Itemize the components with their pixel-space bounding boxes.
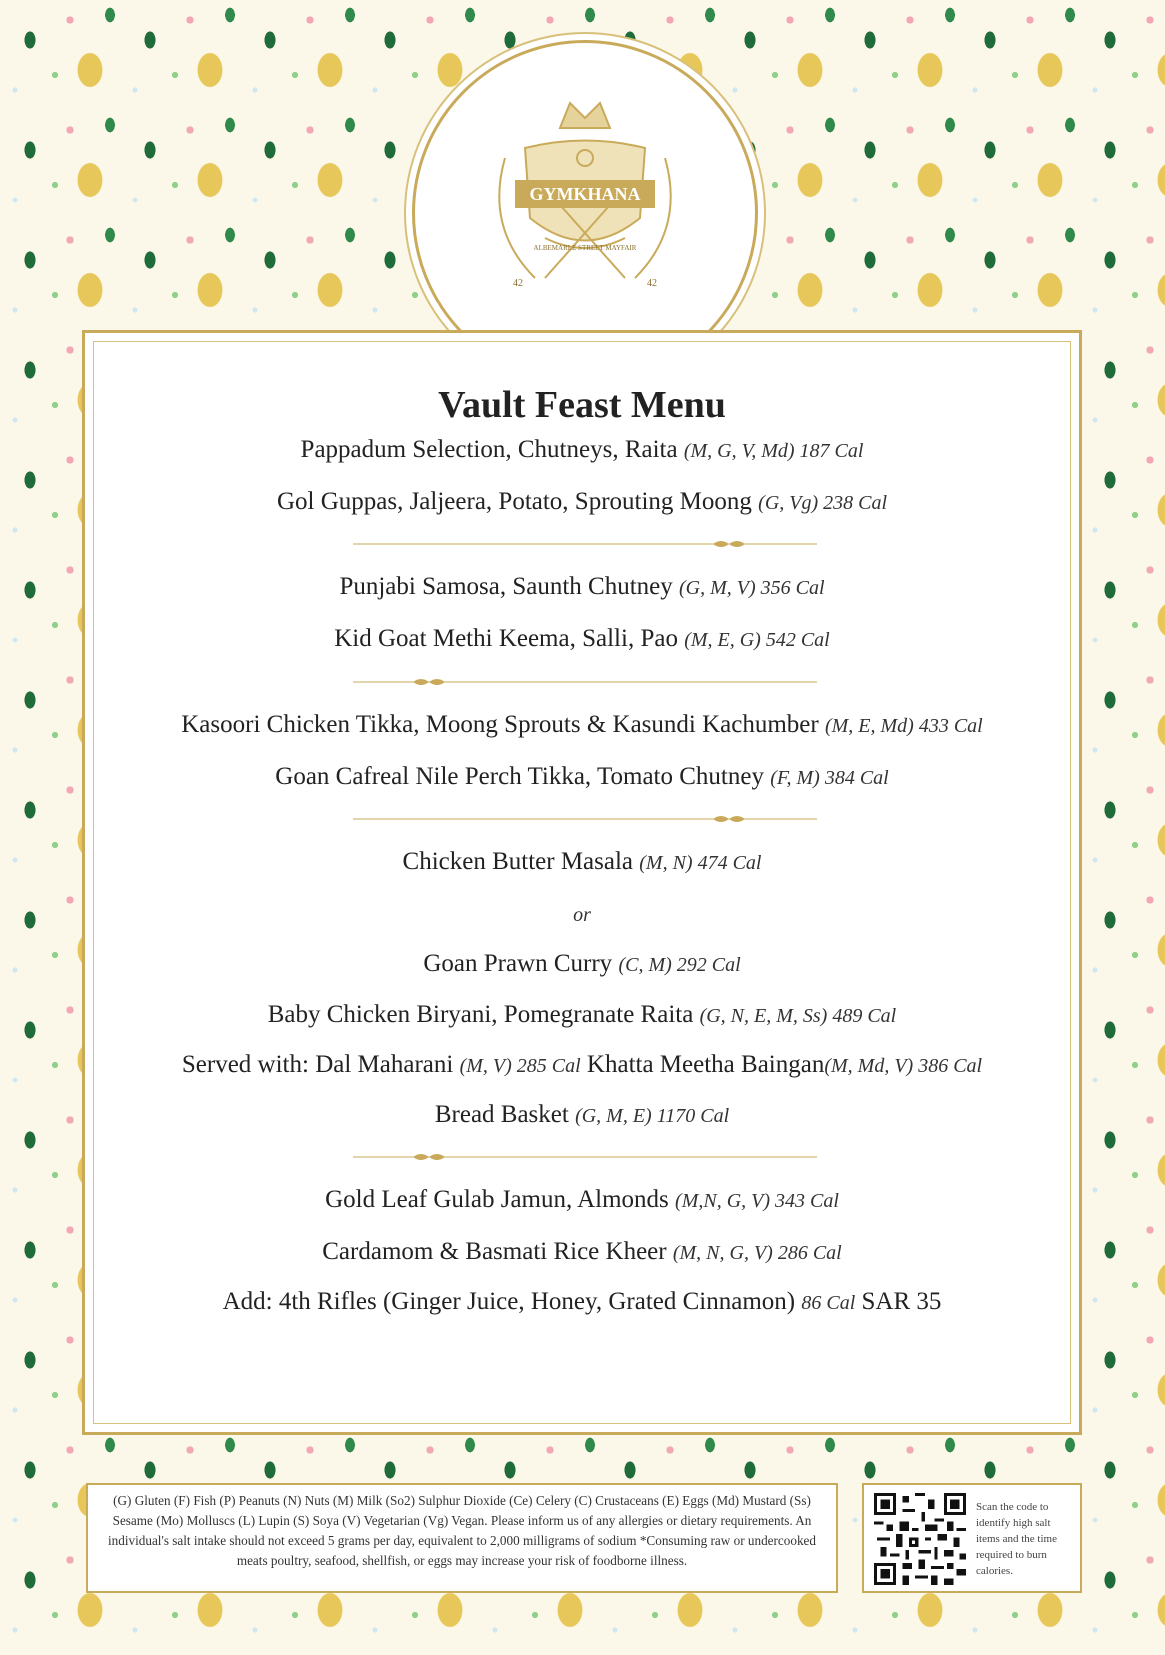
brand-address: ALBEMARLE STREET MAYFAIR xyxy=(533,244,637,252)
menu-panel xyxy=(82,330,1082,1435)
item-name: Baby Chicken Biryani, Pomegranate Raita xyxy=(267,1001,694,1028)
menu-item xyxy=(85,1051,1079,1079)
item-meta: (G, Vg) 238 Cal xyxy=(758,492,888,514)
item-name-2: Khatta Meetha Baingan xyxy=(586,1051,825,1078)
crest-number-left: 42 xyxy=(513,278,523,289)
item-name: Add: 4th Rifles (Ginger Juice, Honey, Grated Cinnamon) xyxy=(222,1288,796,1315)
menu-item xyxy=(85,1101,1079,1129)
qr-code-icon[interactable] xyxy=(874,1493,966,1585)
item-meta: (M, V) 285 Cal xyxy=(459,1055,581,1077)
item-meta: (M, E, Md) 433 Cal xyxy=(824,715,983,737)
or-text: or xyxy=(573,904,591,926)
item-meta: (M,N, G, V) 343 Cal xyxy=(675,1190,839,1212)
item-name: Cardamom & Basmati Rice Kheer xyxy=(322,1238,667,1265)
item-meta: (M, N) 474 Cal xyxy=(639,852,762,874)
menu-item xyxy=(85,848,1079,876)
crest-number-right: 42 xyxy=(647,278,657,289)
ornament-divider xyxy=(353,811,817,827)
item-name: Pappadum Selection, Chutneys, Raita xyxy=(300,436,678,463)
item-name: Kid Goat Methi Keema, Salli, Pao xyxy=(334,625,678,652)
item-name: Goan Prawn Curry xyxy=(423,950,613,977)
menu-item xyxy=(85,763,1079,791)
item-name: Goan Cafreal Nile Perch Tikka, Tomato Chutney xyxy=(275,763,764,790)
menu-item xyxy=(85,1238,1079,1266)
item-name: Served with: Dal Maharani xyxy=(181,1051,454,1078)
item-meta: (M, E, G) 542 Cal xyxy=(684,629,830,651)
item-meta: (G, N, E, M, Ss) 489 Cal xyxy=(699,1005,897,1027)
menu-item xyxy=(85,950,1079,978)
gymkhana-crest-logo xyxy=(475,88,695,318)
item-price: SAR 35 xyxy=(861,1288,942,1315)
qr-panel xyxy=(862,1483,1082,1593)
menu-item xyxy=(85,711,1079,739)
item-meta: (C, M) 292 Cal xyxy=(618,954,741,976)
ornament-divider xyxy=(353,536,817,552)
allergen-footer xyxy=(86,1483,838,1593)
item-name: Chicken Butter Masala xyxy=(402,848,634,875)
brand-name: GYMKHANA xyxy=(529,184,641,204)
item-meta: (M, N, G, V) 286 Cal xyxy=(672,1242,842,1264)
item-name: Gol Guppas, Jaljeera, Potato, Sprouting Moong xyxy=(276,488,752,515)
item-meta: (F, M) 384 Cal xyxy=(770,767,889,789)
item-meta: (G, M, V) 356 Cal xyxy=(679,577,825,599)
item-meta: 86 Cal xyxy=(801,1292,856,1314)
allergen-text: (G) Gluten (F) Fish (P) Peanuts (N) Nuts (M) Milk (So2) Sulphur Dioxide (Ce) Celery (C) Crustaceans (E) Eggs (Md) Mustard (Ss) Sesame (Mo) Molluscs (L) Lupin (S) Soya (V) Vegetarian (Vg) Vegan. Please inform us of any allergies or dietary requirements. An individual's salt intake should not exceed 5 grams per day, equivalent to 2,000 milligrams of sodium *Consuming raw or undercooked meats poultry, seafood, shellfish, or eggs may increase your risk of foodborne illness. xyxy=(107,1493,817,1568)
menu-item xyxy=(85,1001,1079,1029)
qr-caption: Scan the code to identify high salt items and the time required to burn calories. xyxy=(976,1501,1057,1577)
ornament-divider xyxy=(353,1149,817,1165)
item-meta: (G, M, E) 1170 Cal xyxy=(575,1105,730,1127)
item-name: Kasoori Chicken Tikka, Moong Sprouts & Kasundi Kachumber xyxy=(181,711,819,738)
menu-item xyxy=(85,1288,1079,1316)
menu-item xyxy=(85,1186,1079,1214)
item-name: Gold Leaf Gulab Jamun, Almonds xyxy=(325,1186,669,1213)
menu-item xyxy=(85,436,1079,464)
menu-title: Vault Feast Menu xyxy=(438,384,726,426)
ornament-divider xyxy=(353,674,817,690)
item-meta: (M, G, V, Md) 187 Cal xyxy=(683,440,864,462)
item-name: Punjabi Samosa, Saunth Chutney xyxy=(339,573,673,600)
menu-item xyxy=(85,625,1079,653)
menu-item xyxy=(85,488,1079,516)
item-meta-2: (M, Md, V) 386 Cal xyxy=(824,1055,983,1077)
menu-item xyxy=(85,573,1079,601)
item-name: Bread Basket xyxy=(434,1101,569,1128)
menu-or-separator xyxy=(85,900,1079,928)
